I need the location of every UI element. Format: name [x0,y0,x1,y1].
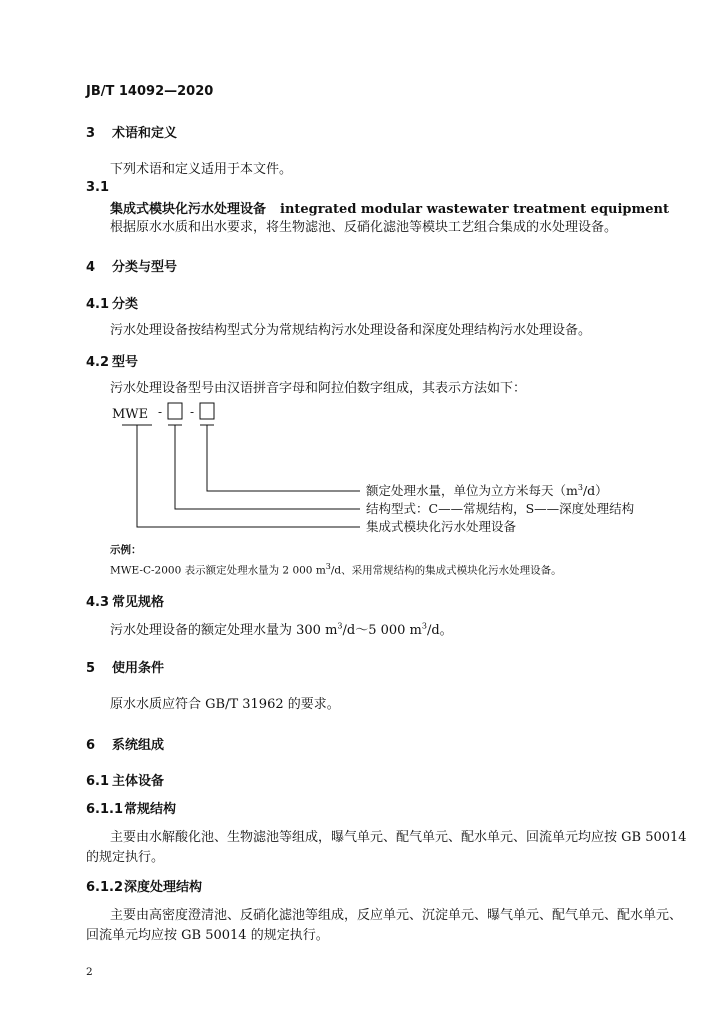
example-label: 示例： [110,544,142,556]
section-4-2-heading [86,351,138,370]
text-part: 污水处理设备的额定处理水量为 300 m [110,623,338,638]
section-5-text: 原水水质应符合 GB/T 31962 的要求。 [110,697,340,712]
capacity-code-box [200,403,214,419]
capacity-leader-line [207,425,360,491]
model-designation-diagram [110,398,650,536]
dash-2: - [190,405,195,419]
standard-code-header: JB/T 14092—2020 [86,84,214,99]
section-6-1-1-line-1: 主要由水解酸化池、生物滤池等组成，曝气单元、配气单元、配水单元、回流单元均应按 GB 50014 [110,830,687,845]
section-title: 系统组成 [112,738,165,753]
section-number: 3 [86,126,96,141]
example-text-part: /d、采用常规结构的集成式模块化污水处理设备。 [330,564,562,577]
section-number: 4.2 [86,355,110,370]
section-title: 分类 [112,297,139,312]
section-3-heading [86,122,177,141]
structure-label: 结构型式：C——常规结构，S——深度处理结构 [366,501,635,516]
prefix-leader-line [137,425,360,527]
section-title: 主体设备 [112,774,165,789]
section-6-1-2-line-1: 主要由高密度澄清池、反硝化滤池等组成，反应单元、沉淀单元、曝气单元、配气单元、配水单元、 [110,908,683,923]
section-4-1-heading [86,293,138,312]
section-title: 常规结构 [124,802,177,817]
superscript: 3 [337,621,343,631]
structure-code-box [168,403,182,419]
dash-1: - [158,405,163,419]
superscript: 3 [325,562,331,571]
example-text [110,562,562,578]
section-title: 术语和定义 [112,126,178,141]
term-english: integrated modular wastewater treatment equipment [280,202,669,217]
text-part: /d。 [426,623,453,638]
page-number: 2 [86,966,93,978]
section-title: 常见规格 [112,595,165,610]
section-title: 型号 [112,355,139,370]
section-6-1-1-line-2: 的规定执行。 [86,850,165,865]
text-part: /d～5 000 m [342,623,422,638]
term-chinese: 集成式模块化污水处理设备 [110,202,267,217]
section-number: 6.1.2 [86,880,124,895]
section-4-2-text: 污水处理设备型号由汉语拼音字母和阿拉伯数字组成，其表示方法如下： [110,381,527,396]
section-4-1-text: 污水处理设备按结构型式分为常规结构污水处理设备和深度处理结构污水处理设备。 [110,323,592,338]
section-title: 使用条件 [112,661,165,676]
section-4-heading [86,256,177,275]
section-number: 4.1 [86,297,110,312]
section-4-3-text [110,619,453,638]
section-5-heading [86,657,164,676]
section-6-1-1-heading [86,798,176,817]
structure-leader-line [175,425,360,509]
section-number: 5 [86,661,96,676]
term-3-1-definition: 根据原水水质和出水要求，将生物滤池、反硝化滤池等模块工艺组合集成的水处理设备。 [110,220,618,235]
term-3-1 [110,198,669,217]
section-6-heading [86,734,164,753]
clause-3-1-number: 3.1 [86,180,110,195]
section-title: 分类与型号 [112,260,178,275]
product-label: 集成式模块化污水处理设备 [366,519,517,534]
section-6-1-heading [86,770,164,789]
section-number: 6.1 [86,774,110,789]
section-3-intro: 下列术语和定义适用于本文件。 [110,162,293,177]
section-title: 深度处理结构 [124,880,203,895]
capacity-label: 额定处理水量，单位为立方米每天$(m^3/d)$ [366,483,608,498]
example-text-part: MWE-C-2000 表示额定处理水量为 2 000 m [110,564,326,577]
section-6-1-2-heading [86,876,202,895]
section-6-1-2-line-2: 回流单元均应按 GB 50014 的规定执行。 [86,928,329,943]
section-number: 6 [86,738,96,753]
section-number: 6.1.1 [86,802,124,817]
section-4-3-heading [86,591,164,610]
section-number: 4.3 [86,595,110,610]
superscript: 3 [421,621,427,631]
section-number: 4 [86,260,96,275]
model-prefix: MWE [112,407,149,422]
